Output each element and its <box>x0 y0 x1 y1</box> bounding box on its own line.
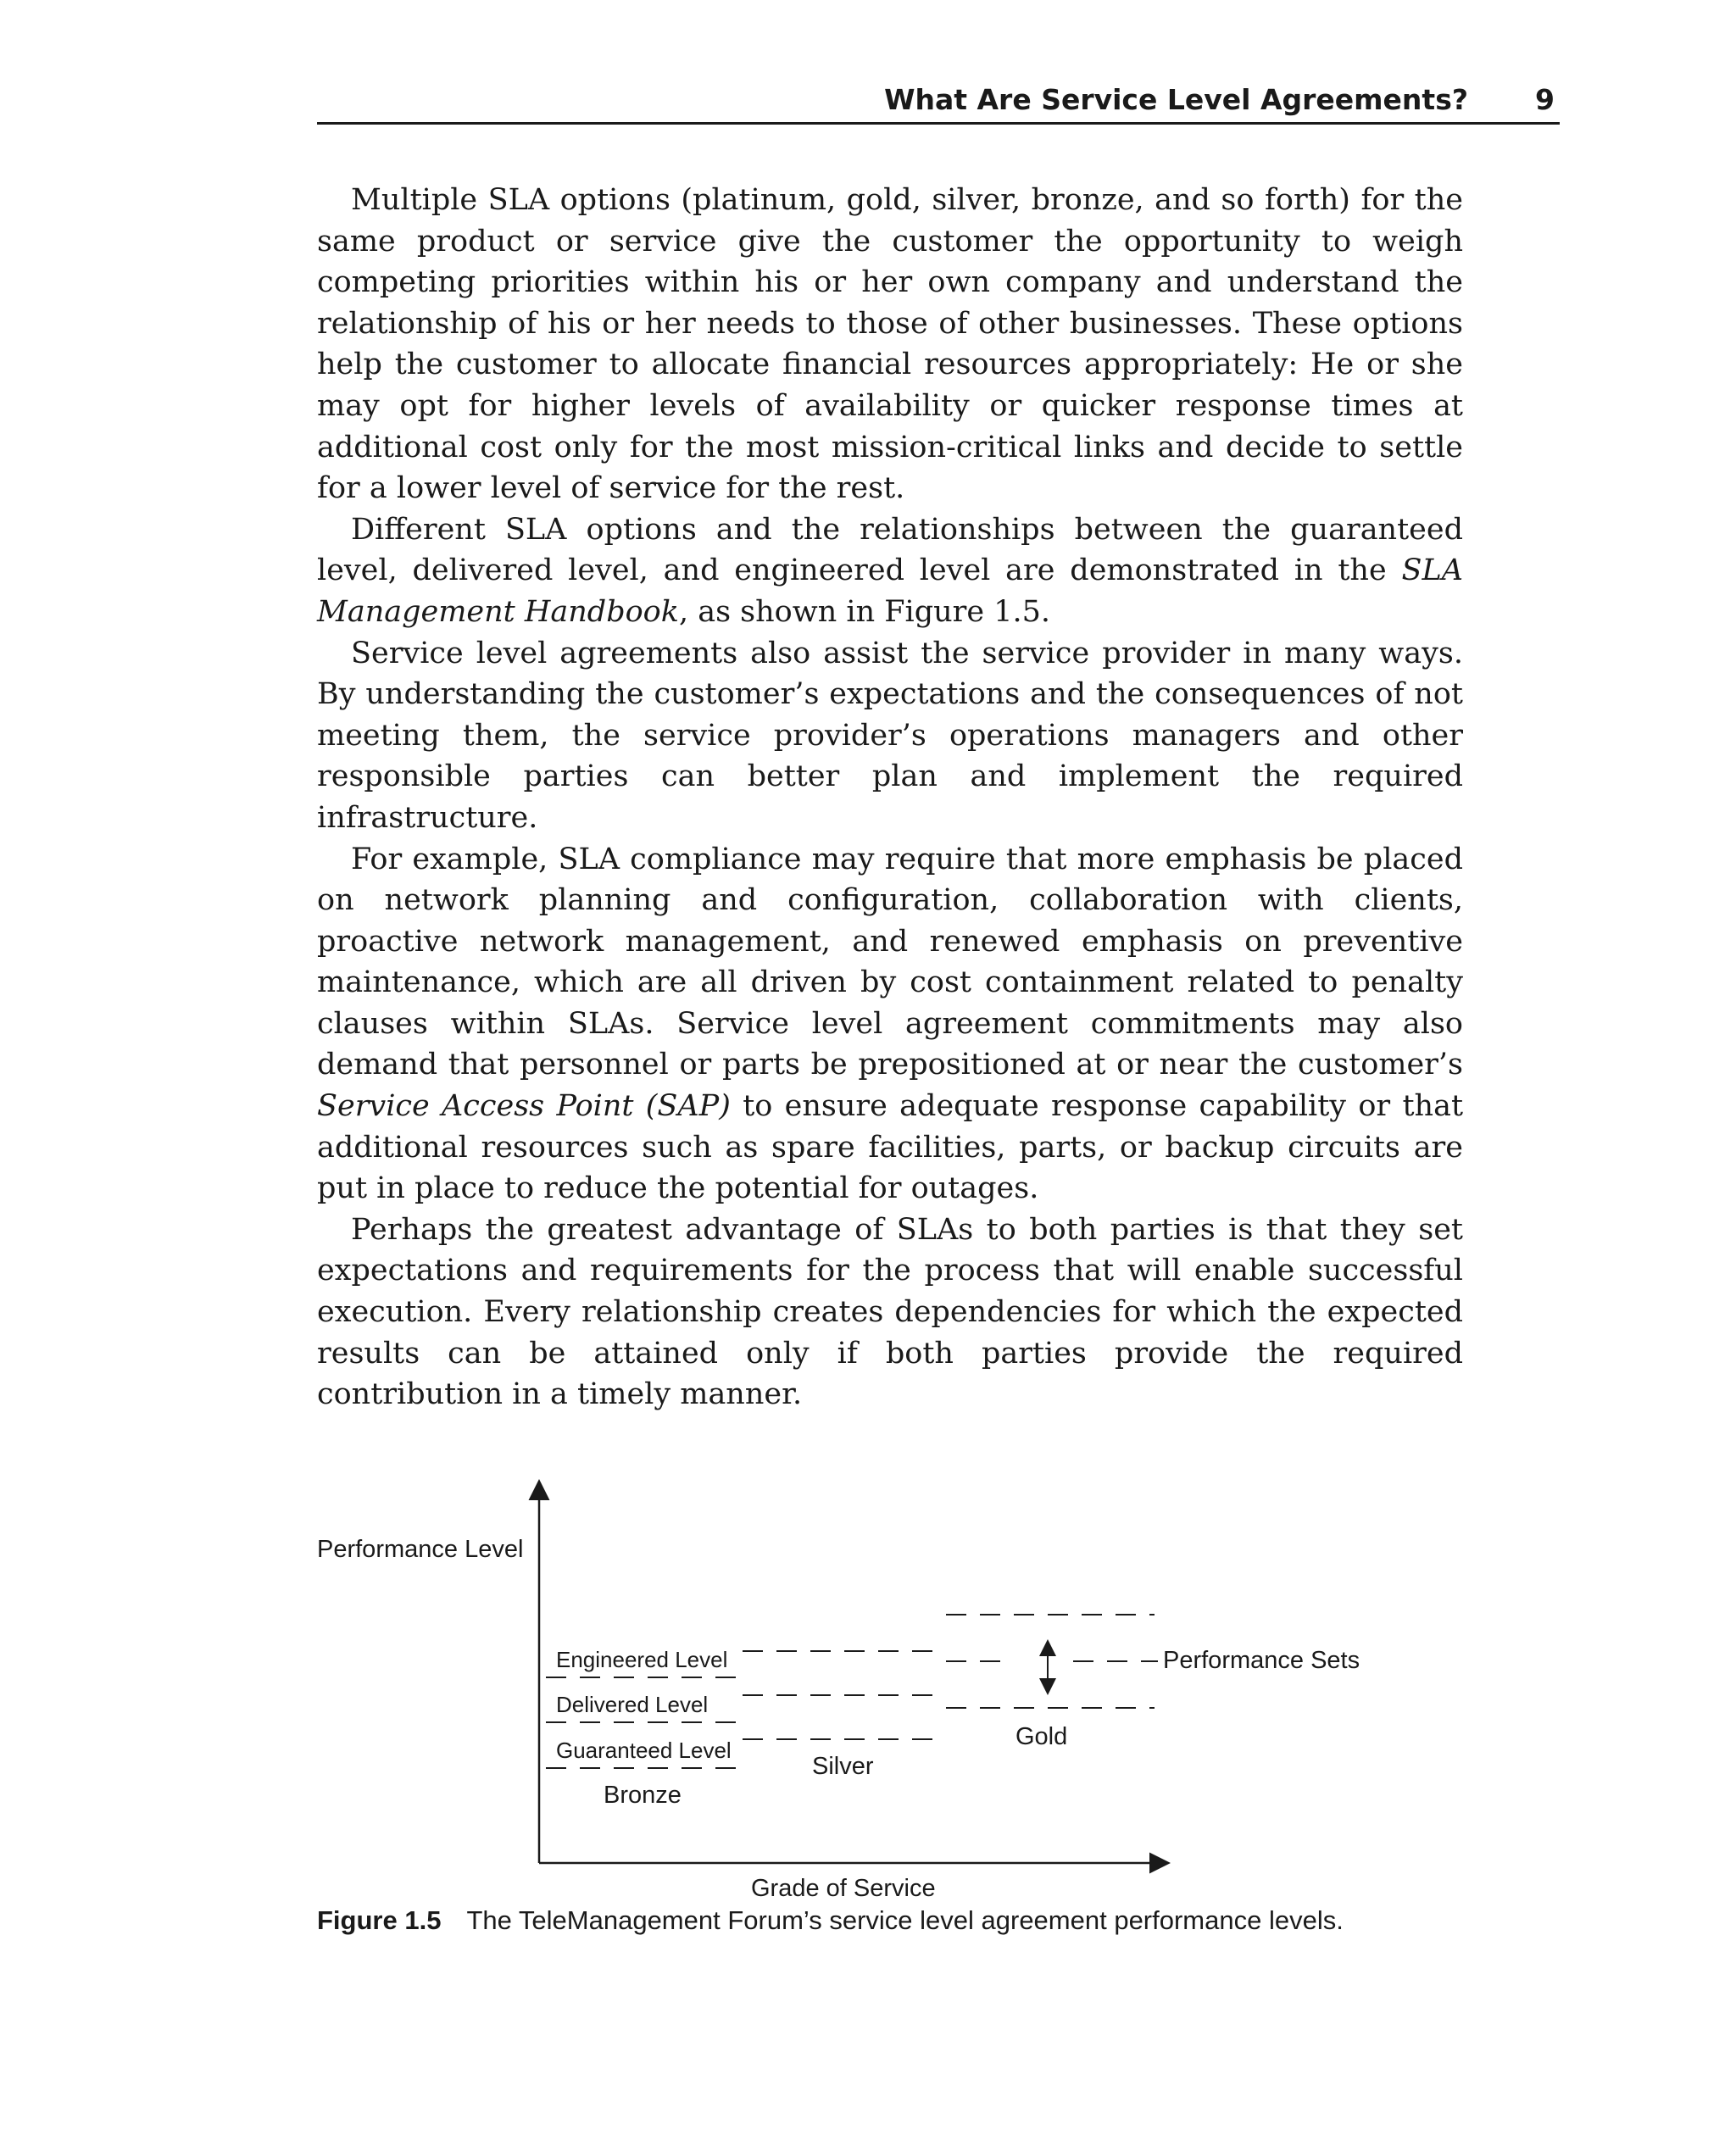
performance-sets-label: Performance Sets <box>1163 1647 1360 1674</box>
bronze-label: Bronze <box>604 1782 682 1809</box>
paragraph-4: For example, SLA compliance may require that more emphasis be placed on network planning and configuration, collaboration with clients, proactive network management, and renewed emphasis on preventive maintenance, which are all driven by cost containment related to penalty clauses within SLAs. Service level agreement commitments may also demand that personnel or parts be prepositioned at or near the customer’s Service Access Point (SAP) to ensure adequate response capability or that additional resources such as spare facilities, parts, or backup circuits are put in place to reduce the potential for outages. <box>317 842 1464 1206</box>
figure-caption <box>317 1905 1560 1936</box>
y-axis-label: Performance Level <box>317 1536 524 1563</box>
body-text <box>317 180 1463 1415</box>
page-number: 9 <box>1535 83 1555 116</box>
silver-levels <box>743 1651 946 1739</box>
gold-levels <box>946 1615 1158 1708</box>
delivered-level-label: Delivered Level <box>556 1692 709 1717</box>
figure-caption-label: Figure 1.5 <box>317 1905 442 1935</box>
paragraph-1: Multiple SLA options (platinum, gold, silver, bronze, and so forth) for the same product or service give the customer the opportunity to weigh competing priorities within his or her own company and understand the relationship of his or her needs to those of other businesses. These options help the customer to allocate financial resources appropriately: He or she may opt for higher levels of availability or quicker response times at additional cost only for the most mission-critical links and decide to settle for a lower level of service for the rest. <box>317 183 1463 506</box>
gold-label: Gold <box>1015 1723 1068 1750</box>
figure-caption-text: The TeleManagement Forum’s service level agreement performance levels. <box>466 1905 1344 1935</box>
paragraph-2: Different SLA options and the relationships between the guaranteed level, delivered level, and engineered level are demonstrated in the SLA Management Handbook, as shown in Figure 1.5. <box>317 512 1463 629</box>
sap-term: Service Access Point (SAP) <box>317 1089 731 1124</box>
running-header <box>317 78 1560 125</box>
paragraph-5: Perhaps the greatest advantage of SLAs to both parties is that they set expectations and requirements for the process that will enable successful execution. Every relationship creates dependencies for which the expected results can be attained only if both parties provide the required contribution in a timely manner. <box>317 1212 1463 1412</box>
running-header-title: What Are Service Level Agreements? <box>884 83 1468 116</box>
engineered-level-label: Engineered Level <box>556 1647 728 1672</box>
guaranteed-level-label: Guaranteed Level <box>556 1738 732 1763</box>
book-title: SLA Management Handbook <box>317 553 1463 629</box>
figure-performance-levels <box>0 1458 1736 1899</box>
paragraph-3: Service level agreements also assist the service provider in many ways. By understanding the customer’s expectations and the consequences of not meeting them, the service provider’s operations managers and other responsible parties can better plan and implement the required infrastructure. <box>317 636 1463 835</box>
x-axis-label: Grade of Service <box>751 1875 936 1899</box>
silver-label: Silver <box>812 1753 874 1780</box>
